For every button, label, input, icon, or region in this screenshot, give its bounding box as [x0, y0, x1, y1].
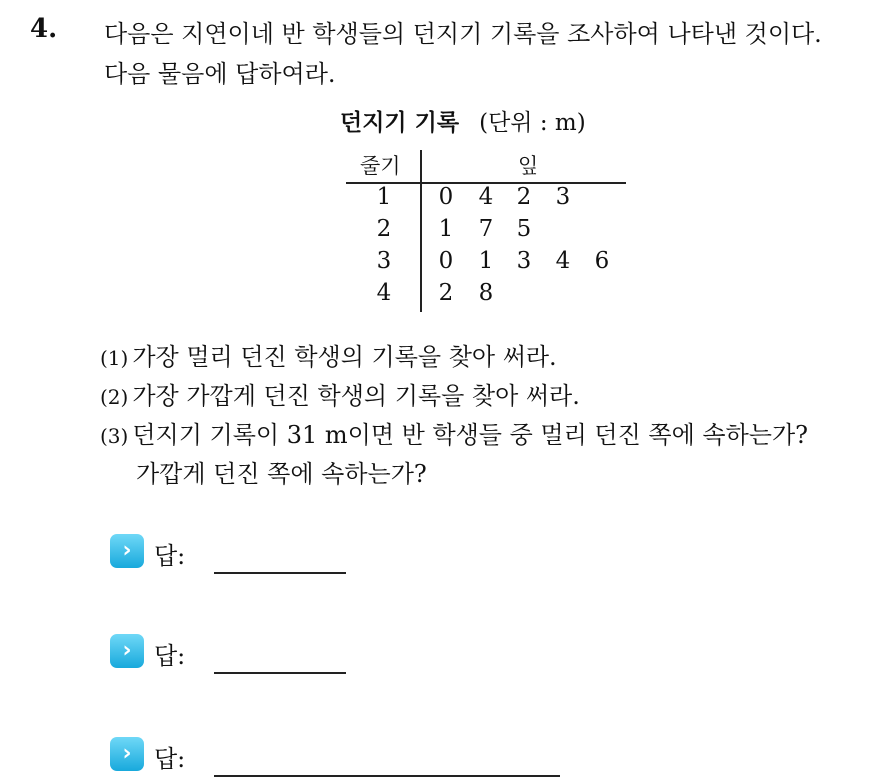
leaf-value: 3 [555, 184, 571, 210]
plot-row [346, 216, 626, 248]
leaf-header: 잎 [518, 154, 539, 178]
stem-value: 4 [376, 280, 392, 306]
stem-value: 2 [376, 216, 392, 242]
stem-and-leaf-plot [346, 146, 626, 314]
leaf-value: 3 [516, 248, 532, 274]
answer-blank[interactable] [214, 775, 560, 777]
subquestion-marker: (1) [100, 346, 129, 370]
leaf-value: 8 [478, 280, 494, 306]
chevron-right-icon: › [110, 534, 144, 568]
stem-header: 줄기 [360, 154, 401, 178]
subquestion-3 [100, 416, 870, 455]
table-title [340, 104, 586, 137]
subquestion-1 [100, 338, 870, 377]
leaf-value: 4 [555, 248, 571, 274]
leaf-value: 2 [516, 184, 532, 210]
stem-value: 3 [376, 248, 392, 274]
subquestion-list [100, 338, 870, 493]
table-unit: (단위 : m) [479, 110, 586, 136]
subquestion-text: 가장 가깝게 던진 학생의 기록을 찾아 써라. [132, 382, 580, 410]
subquestion-text: 가장 멀리 던진 학생의 기록을 찾아 써라. [132, 343, 557, 371]
answer-blank[interactable] [214, 572, 346, 574]
subquestion-3-continuation: 가깝게 던진 쪽에 속하는가? [136, 460, 427, 488]
leaf-value: 0 [438, 184, 454, 210]
subquestion-marker: (2) [100, 385, 129, 409]
table-title-text: 던지기 기록 [340, 109, 460, 136]
leaf-value: 4 [478, 184, 494, 210]
leaf-value: 6 [594, 248, 610, 274]
leaf-value: 1 [478, 248, 494, 274]
answer-label: 답: [154, 542, 186, 570]
stem-value: 1 [376, 184, 392, 210]
subquestion-text: 던지기 기록이 31 m이면 반 학생들 중 멀리 던진 쪽에 속하는가? [132, 421, 809, 449]
answer-label: 답: [154, 642, 186, 670]
plot-row [346, 248, 626, 280]
leaf-value: 7 [478, 216, 494, 242]
plot-row [346, 280, 626, 312]
leaf-value: 0 [438, 248, 454, 274]
problem-number: 4. [30, 14, 58, 44]
chevron-right-icon: › [110, 737, 144, 771]
stem-line: 다음 물음에 답하여라. [104, 60, 336, 88]
answer-blank[interactable] [214, 672, 346, 674]
leaf-value: 1 [438, 216, 454, 242]
stem-line: 다음은 지연이네 반 학생들의 던지기 기록을 조사하여 나타낸 것이다. [104, 20, 822, 48]
plot-row [346, 184, 626, 216]
answer-label: 답: [154, 745, 186, 773]
chevron-right-icon: › [110, 634, 144, 668]
leaf-value: 5 [516, 216, 532, 242]
subquestion-marker: (3) [100, 424, 129, 448]
problem-stem [104, 14, 874, 94]
leaf-value: 2 [438, 280, 454, 306]
subquestion-2 [100, 377, 870, 416]
